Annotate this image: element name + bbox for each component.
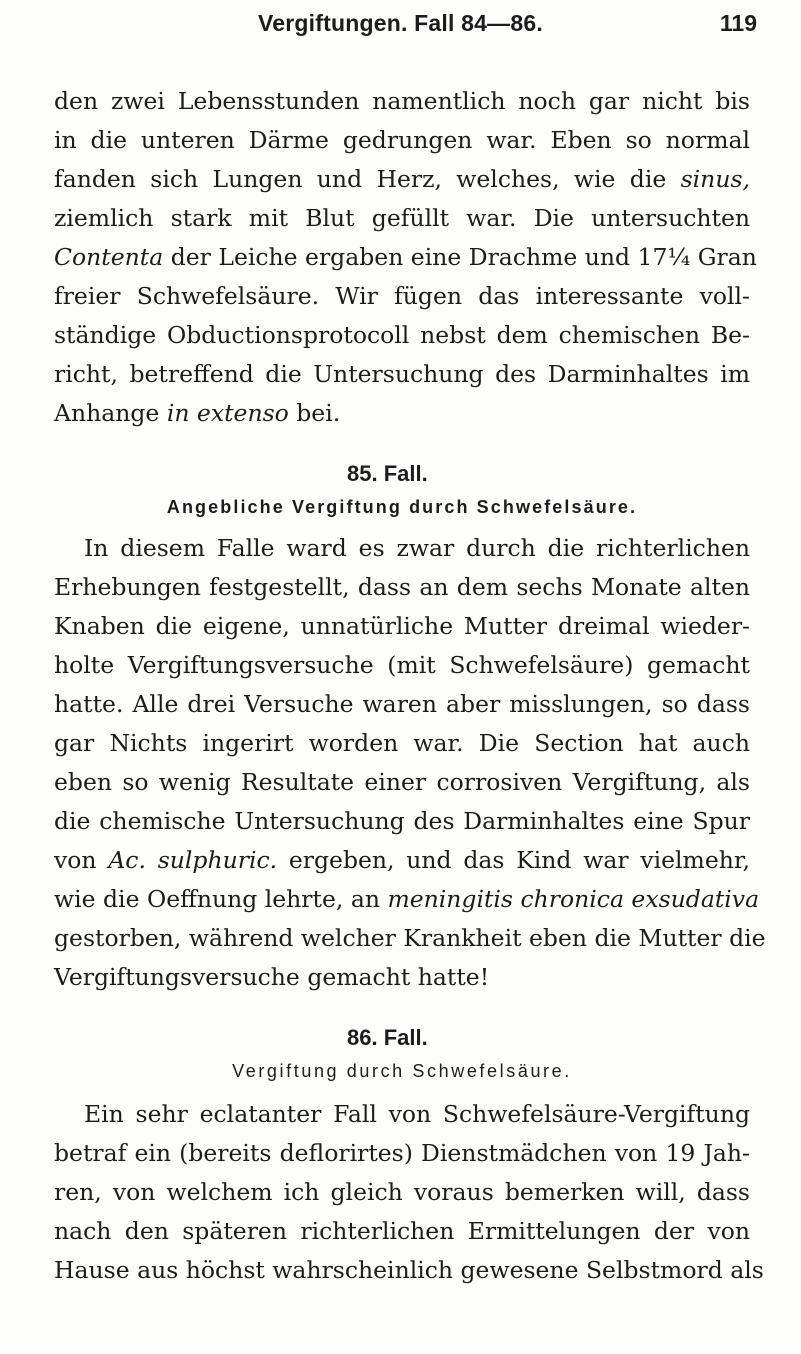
text-line: Knaben die eigene, unnatürliche Mutter dreimal wieder- [54, 612, 750, 640]
text-line: ziemlich stark mit Blut gefüllt war. Die untersuchten [54, 204, 750, 232]
case-85-paragraph [54, 529, 766, 997]
text-line: holte Vergiftungsversuche (mit Schwefelsäure) gemacht [54, 651, 750, 679]
text-line: richt, betreffend die Untersuchung des Darminhaltes im [54, 360, 750, 388]
text-block [54, 82, 766, 1290]
text-line: nach den späteren richterlichen Ermittelungen der von [54, 1217, 750, 1245]
spacer [54, 1087, 750, 1095]
italic-term: meningitis chronica exsudativa [387, 885, 760, 913]
text-line: wie die Oeffnung lehrte, an meningitis chronica exsudativa [54, 885, 760, 913]
italic-term: Contenta [54, 243, 164, 271]
text-line: Vergiftungsversuche gemacht hatte! [54, 963, 490, 991]
text-line: In diesem Falle ward es zwar durch die richterlichen [84, 534, 750, 562]
text-line: Ein sehr eclatanter Fall von Schwefelsäure-Vergiftung [84, 1100, 750, 1128]
text-line: fanden sich Lungen und Herz, welches, wie die sinus, [54, 165, 750, 193]
running-title: Vergiftungen. Fall 84—86. [258, 10, 543, 36]
italic-term: Ac. sulphuric. [108, 846, 278, 874]
page-number: 119 [719, 10, 757, 36]
text-line: Hause aus höchst wahrscheinlich gewesene Selbstmord als [54, 1256, 764, 1284]
text-line: die chemische Untersuchung des Darminhaltes eine Spur [54, 807, 750, 835]
text-line: Contenta der Leiche ergaben eine Drachme und 17¼ Gran [54, 243, 757, 271]
text-line: den zwei Lebensstunden namentlich noch gar nicht bis [54, 87, 750, 115]
text-line: ren, von welchem ich gleich voraus bemerken will, dass [54, 1178, 750, 1206]
text-line: Anhange in extenso bei. [54, 399, 341, 427]
case-86-subtitle: Vergiftung durch Schwefelsäure. [232, 1061, 572, 1081]
text-line: von Ac. sulphuric. ergeben, und das Kind war vielmehr, [54, 846, 751, 874]
text-line: freier Schwefelsäure. Wir fügen das interessante voll- [54, 282, 750, 310]
text-line: hatte. Alle drei Versuche waren aber misslungen, so dass [54, 690, 750, 718]
italic-term: in extenso [166, 399, 289, 427]
text-line: eben so wenig Resultate einer corrosiven Vergiftung, als [54, 768, 750, 796]
paragraph-continuation [54, 82, 757, 433]
running-head [0, 6, 801, 42]
text-line: gar Nichts ingerirt worden war. Die Section hat auch [54, 729, 750, 757]
italic-term: sinus, [680, 165, 750, 193]
spacer [54, 433, 750, 457]
text-line: ständige Obductionsprotocoll nebst dem chemischen Be- [54, 321, 750, 349]
case-86-paragraph [54, 1095, 764, 1290]
text-line: gestorben, während welcher Krankheit eben die Mutter die [54, 924, 766, 952]
text-line: betraf ein (bereits deflorirtes) Dienstmädchen von 19 Jah- [54, 1139, 750, 1167]
text-line: in die unteren Därme gedrungen war. Eben so normal [54, 126, 750, 154]
case-86-heading: 86. Fall. [347, 1025, 428, 1050]
case-85-heading: 85. Fall. [347, 461, 428, 486]
case-85-subtitle: Angebliche Vergiftung durch Schwefelsäure. [166, 497, 638, 517]
spacer [54, 997, 750, 1021]
text-line: Erhebungen festgestellt, dass an dem sechs Monate alten [54, 573, 750, 601]
